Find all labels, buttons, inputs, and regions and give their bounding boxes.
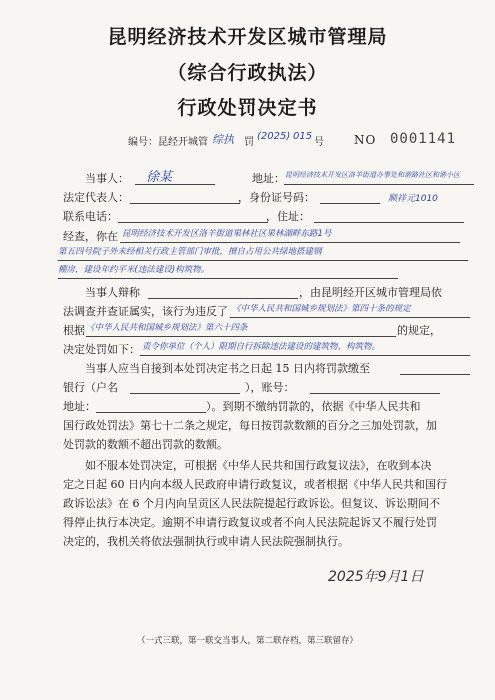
residence-label: ，住址： [266, 210, 310, 223]
address-underline [284, 184, 474, 185]
payment-line-5: 处罚款的数额不超出罚款的数额。 [63, 438, 228, 451]
party-label: 当事人： [85, 172, 129, 185]
bank-address-underline [96, 412, 206, 413]
basis-suffix: 的规定， [397, 324, 441, 337]
address-label: 地址： [252, 172, 285, 185]
investigation-handwritten-2: 第五四号院子外未经相关行政主管部门审批，擅自占用公共绿地搭建钢 [58, 247, 322, 257]
phone-underline [118, 222, 268, 223]
legal-rep-label: 法定代表人： [63, 191, 129, 204]
issuer-name: 昆明经济技术开发区城市管理局 [107, 26, 388, 48]
penalty-handwritten: 责令你单位（个人）限期自行拆除违法建设的建筑物、构筑物。 [142, 342, 381, 352]
docnum-year-handwritten: (2025) [257, 131, 291, 142]
appeal-line-3: 政诉讼法》在 6 个月内向呈贡区人民法院提起行政诉讼。但复议、诉讼期间不 [63, 497, 440, 510]
payment-line-1: 当事人应当自接到本处罚决定书之日起 15 日内将罚款缴至 [85, 362, 370, 375]
docnum-mid: 罚 [244, 137, 254, 148]
footer-note: （一式三联，第一联交当事人，第二联存档，第三联留存） [136, 636, 358, 646]
id-number-underline [320, 203, 380, 204]
serial-number: 0001141 [390, 131, 457, 147]
document-title: 行政处罚决定书 [177, 97, 318, 119]
penalty-underline [140, 355, 470, 356]
bank-holder-underline [130, 393, 240, 394]
investigation-underline-1 [120, 242, 460, 243]
appeal-line-1: 如不服本处罚决定，可根据《中华人民共和国行政复议法》，在收到本决 [85, 459, 432, 472]
investigation-underline-2 [58, 260, 468, 261]
id-number-label: ，身份证号码： [238, 191, 315, 204]
investigation-label: 经查，你在 [63, 230, 118, 243]
appeal-line-5: 决定的，我机关将依法强制执行或申请人民法院强制执行。 [63, 535, 349, 548]
bank-address-label: 地址： [63, 400, 96, 413]
residence-underline [314, 222, 464, 223]
docnum-type-handwritten: 综执 [212, 133, 234, 146]
address-tail-handwritten: 顺祥元1010 [388, 194, 438, 204]
bank-account-label: ），账号： [245, 381, 295, 394]
party-name-handwritten: 徐某 [146, 170, 173, 185]
investigation-handwritten-3: 棚房，建设年约平米(违法建设)构筑物。 [58, 265, 210, 275]
basis-label: 根据 [63, 324, 85, 337]
decision-date-handwritten: 2025年9月1日 [328, 569, 424, 585]
investigation-underline-3 [58, 278, 398, 279]
address-handwritten: 昆明经济技术开发区洛羊街道办事处和谐路社区和谐小区 [285, 171, 460, 179]
basis-law-handwritten: 《中华人民共和国城乡规划法》第六十四条 [86, 323, 248, 333]
basis-law-underline [86, 336, 396, 337]
docnum-suffix: 号 [314, 137, 324, 148]
defense-label: 当事人辩称 [85, 286, 140, 299]
defense-text-1b: ，由昆明经开区城市管理局依 [299, 286, 442, 299]
violated-law-handwritten: 《中华人民共和国城乡规划法》第四十条的规定 [232, 304, 411, 314]
appeal-line-2: 定之日起 60 日内向本级人民政府申请行政复议，或者根据《中华人民共和国行 [63, 478, 447, 491]
docnum-prefix: 编号：昆经开城管 [128, 137, 208, 148]
violated-law-underline [230, 317, 470, 318]
bank-label: 银行（户名 [63, 381, 118, 394]
payment-bank-underline [400, 374, 470, 375]
issuer-subtitle: （综合行政执法） [167, 62, 328, 84]
defense-text-2a: 法调查并查证属实，该行为违反了 [63, 305, 228, 318]
payment-line-3: ）。到期不缴纳罚款的，依据《中华人民共和 [206, 400, 421, 413]
legal-rep-underline [130, 203, 240, 204]
phone-label: 联系电话： [63, 210, 118, 223]
bank-account-underline [310, 393, 440, 394]
appeal-line-4: 得停止执行本决定。逾期不申请行政复议或者不向人民法院起诉又不履行处罚 [63, 516, 437, 529]
investigation-handwritten-1: 昆明经济技术开发区洛羊街道果林社区果林湖畔东路1号 [122, 229, 332, 239]
penalty-label: 决定处罚如下： [63, 343, 140, 356]
serial-label: NO [354, 133, 377, 147]
docnum-number-handwritten: 015 [293, 131, 313, 142]
defense-underline [148, 298, 298, 299]
payment-line-4: 国行政处罚法》第七十二条之规定，每日按罚款数额的百分之三加处罚款，加 [63, 419, 437, 432]
